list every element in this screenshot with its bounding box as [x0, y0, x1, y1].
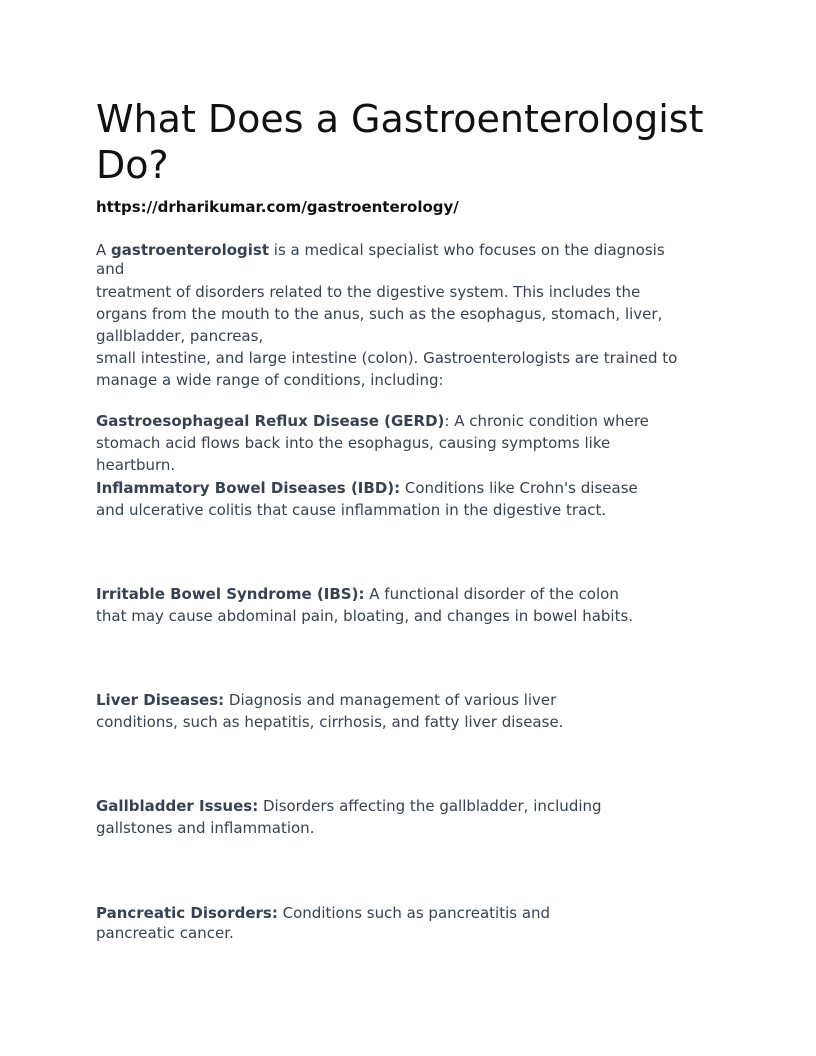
intro-line: treatment of disorders related to the digestive system. This includes the: [96, 283, 641, 301]
condition-line: [96, 689, 563, 711]
source-url: https://drharikumar.com/gastroenterology/: [96, 198, 459, 216]
condition-line: conditions, such as hepatitis, cirrhosis, and fatty liver disease.: [96, 713, 564, 731]
intro-line: manage a wide range of conditions, including:: [96, 371, 444, 389]
intro-line: gallbladder, pancreas,: [96, 327, 264, 345]
page-title: What Does a Gastroenterologist Do?: [96, 97, 704, 187]
condition-line: pancreatic cancer.: [96, 924, 234, 942]
condition-line: [96, 410, 649, 432]
condition-ibs: [96, 583, 633, 627]
condition-line: heartburn.: [96, 456, 176, 474]
document-page: [96, 0, 736, 1056]
intro-term: gastroenterologist: [111, 241, 270, 259]
condition-line: [96, 477, 638, 499]
condition-text: Conditions such as pancreatitis and: [277, 904, 551, 922]
condition-line: stomach acid flows back into the esophagus, causing symptoms like: [96, 434, 611, 452]
intro-lead: A: [96, 241, 112, 259]
condition-term: Gastroesophageal Reflux Disease (GERD): [96, 412, 445, 430]
condition-text: A functional disorder of the colon: [364, 585, 619, 603]
condition-gerd: [96, 410, 649, 476]
intro-line: [96, 241, 677, 260]
condition-gallbladder: [96, 795, 602, 839]
condition-term: Pancreatic Disorders:: [96, 904, 278, 922]
condition-text: Diagnosis and management of various liver: [224, 691, 557, 709]
condition-text: Conditions like Crohn's disease: [400, 479, 638, 497]
intro-paragraph: [96, 241, 677, 391]
intro-line: small intestine, and large intestine (colon). Gastroenterologists are trained to: [96, 349, 678, 367]
condition-text: Disorders affecting the gallbladder, including: [258, 797, 602, 815]
condition-liver: [96, 689, 563, 733]
condition-term: Inflammatory Bowel Diseases (IBD):: [96, 479, 401, 497]
intro-line1-rest: is a medical specialist who focuses on the diagnosis: [269, 241, 665, 259]
condition-term: Irritable Bowel Syndrome (IBS):: [96, 585, 365, 603]
condition-line: [96, 583, 633, 605]
intro-line: and: [96, 260, 125, 278]
condition-line: and ulcerative colitis that cause inflammation in the digestive tract.: [96, 501, 607, 519]
condition-pancreatic: [96, 902, 550, 943]
condition-ibd: [96, 477, 638, 521]
condition-line: gallstones and inflammation.: [96, 819, 315, 837]
condition-term: Gallbladder Issues:: [96, 797, 259, 815]
condition-line: [96, 795, 602, 817]
condition-line: [96, 902, 550, 924]
condition-text: : A chronic condition where: [444, 412, 649, 430]
condition-term: Liver Diseases:: [96, 691, 225, 709]
intro-line: organs from the mouth to the anus, such as the esophagus, stomach, liver,: [96, 305, 663, 323]
condition-line: that may cause abdominal pain, bloating, and changes in bowel habits.: [96, 607, 634, 625]
